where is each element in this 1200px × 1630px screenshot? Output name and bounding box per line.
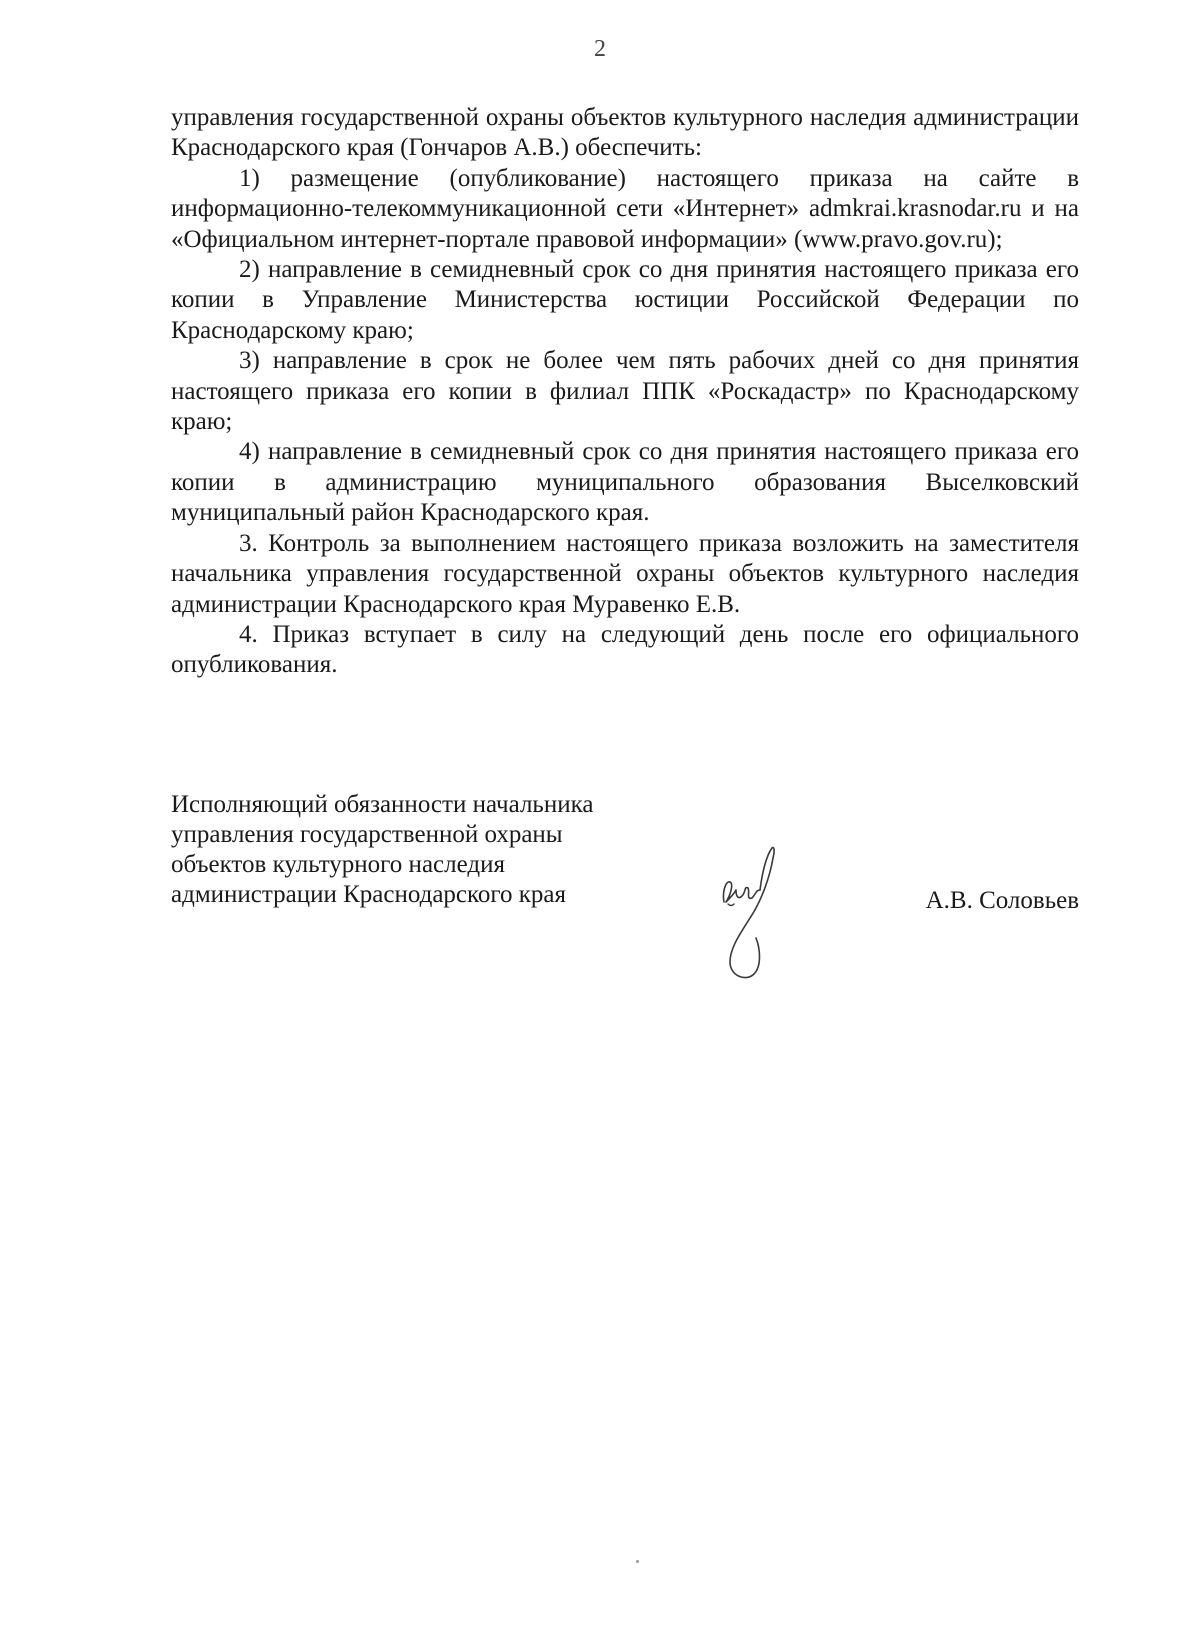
page-number: 2: [594, 36, 606, 62]
signatory-position-line: администрации Краснодарского края: [171, 881, 567, 908]
signatory-position-line: объектов культурного наследия: [171, 851, 505, 878]
paragraph-control: 3. Контроль за выполнением настоящего приказа возложить на заместителя начальника управления государственной охраны объектов культурного наследия администрации Краснодарского края Муравенко Е.В.: [171, 529, 1079, 618]
document-body: [171, 103, 1079, 681]
paragraph-item-3-roskadastr: 3) направление в срок не более чем пять рабочих дней со дня принятия настоящего приказа его копии в филиал ППК «Роскадастр» по Краснодарскому краю;: [171, 347, 1079, 436]
paragraph-item-2-ministry-justice: 2) направление в семидневный срок со дня принятия настоящего приказа его копии в Управление Министерства юстиции Российской Федерации по Краснодарскому краю;: [171, 256, 1079, 344]
signature-block: [171, 790, 1079, 1000]
scan-artifact-dot: [636, 1560, 639, 1563]
paragraph-item-1-publication: 1) размещение (опубликование) настоящего приказа на сайте в информационно-телекоммуникационной сети «Интернет» admkrai.krasnodar.ru и на «Официальном интернет-портале правовой информации» (www.pravo.gov.ru);: [171, 164, 1079, 253]
handwritten-signature: [716, 844, 796, 984]
paragraph-intro: управления государственной охраны объектов культурного наследия администрации Краснодарского края (Гончаров А.В.) обеспечить:: [171, 104, 1079, 162]
signatory-name: А.В. Соловьев: [925, 887, 1079, 914]
paragraph-item-4-municipal-administration: 4) направление в семидневный срок со дня принятия настоящего приказа его копии в администрацию муниципального образования Выселковский муниципальный район Краснодарского края.: [171, 438, 1079, 527]
paragraph-entry-into-force: 4. Приказ вступает в силу на следующий день после его официального опубликования.: [171, 620, 1079, 679]
signatory-position-line: Исполняющий обязанности начальника: [171, 791, 594, 818]
signatory-position: [171, 790, 691, 910]
signatory-position-line: управления государственной охраны: [171, 821, 563, 848]
